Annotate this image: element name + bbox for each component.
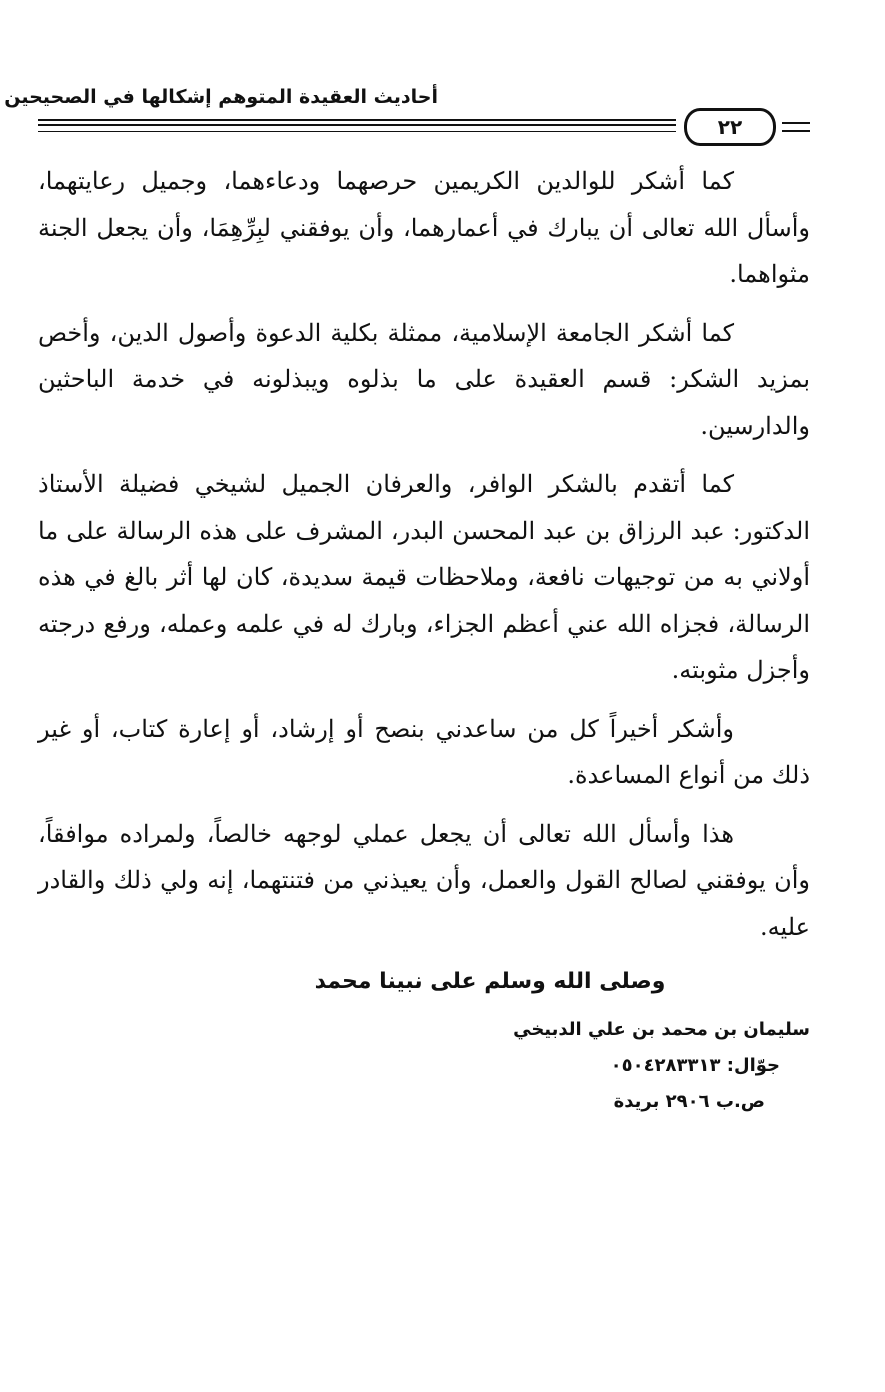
paragraph-helpers: وأشكر أخيراً كل من ساعدني بنصح أو إرشاد، أو إعارة كتاب، أو غير ذلك من أنواع المساعدة. [38, 714, 810, 789]
header-double-rule [38, 119, 676, 126]
paragraph-prayer: هذا وأسأل الله تعالى أن يجعل عملي لوجهه خالصاً، ولمراده موافقاً، وأن يوفقني لصالح القول والعمل، وأن يعيذني من فتنتهما، إنه ولي ذلك والقادر عليه. [38, 819, 810, 941]
paragraph-university: كما أشكر الجامعة الإسلامية، ممثلة بكلية الدعوة وأصول الدين، وأخص بمزيد الشكر: قسم العقيدة على ما بذلوه ويبذلونه في خدمة الباحثين والدارسين. [38, 318, 810, 440]
author-phone: جوّال: ٠٥٠٤٢٨٣٣١٣ [610, 1055, 780, 1076]
running-title: أحاديث العقيدة المتوهم إشكالها في الصحيحين [4, 86, 438, 108]
signature-block [38, 1012, 810, 1120]
paragraph-parents: كما أشكر للوالدين الكريمين حرصهما ودعاءهما، وجميل رعايتهما، وأسأل الله تعالى أن يبارك في أعمارهما، وأن يوفقني لبِرِّهِمَا، وأن يجعل الجنة مثواهما. [38, 167, 810, 288]
page-number: ٢٢ [684, 108, 776, 146]
closing-salutation: وصلى الله وسلم على نبينا محمد [314, 969, 666, 994]
page-body [38, 158, 810, 1120]
author-pobox: ص.ب ٢٩٠٦ بريدة [613, 1091, 765, 1112]
paragraph-supervisor: كما أتقدم بالشكر الوافر، والعرفان الجميل لشيخي فضيلة الأستاذ الدكتور: عبد الرزاق بن عبد المحسن البدر، المشرف على هذه الرسالة على ما أولاني به من توجيهات نافعة، وملاحظات قيمة سديدة، كان لها أثر بالغ في هذه الرسالة، فجزاه الله عني أعظم الجزاء، وبارك له في علمه وعمله، ورفع درجته وأجزل مثوبته. [38, 470, 810, 684]
page-header [4, 78, 810, 148]
author-name: سليمان بن محمد بن علي الدبيخي [513, 1019, 810, 1040]
header-thin-rule [38, 131, 676, 132]
header-short-rule [782, 122, 810, 132]
